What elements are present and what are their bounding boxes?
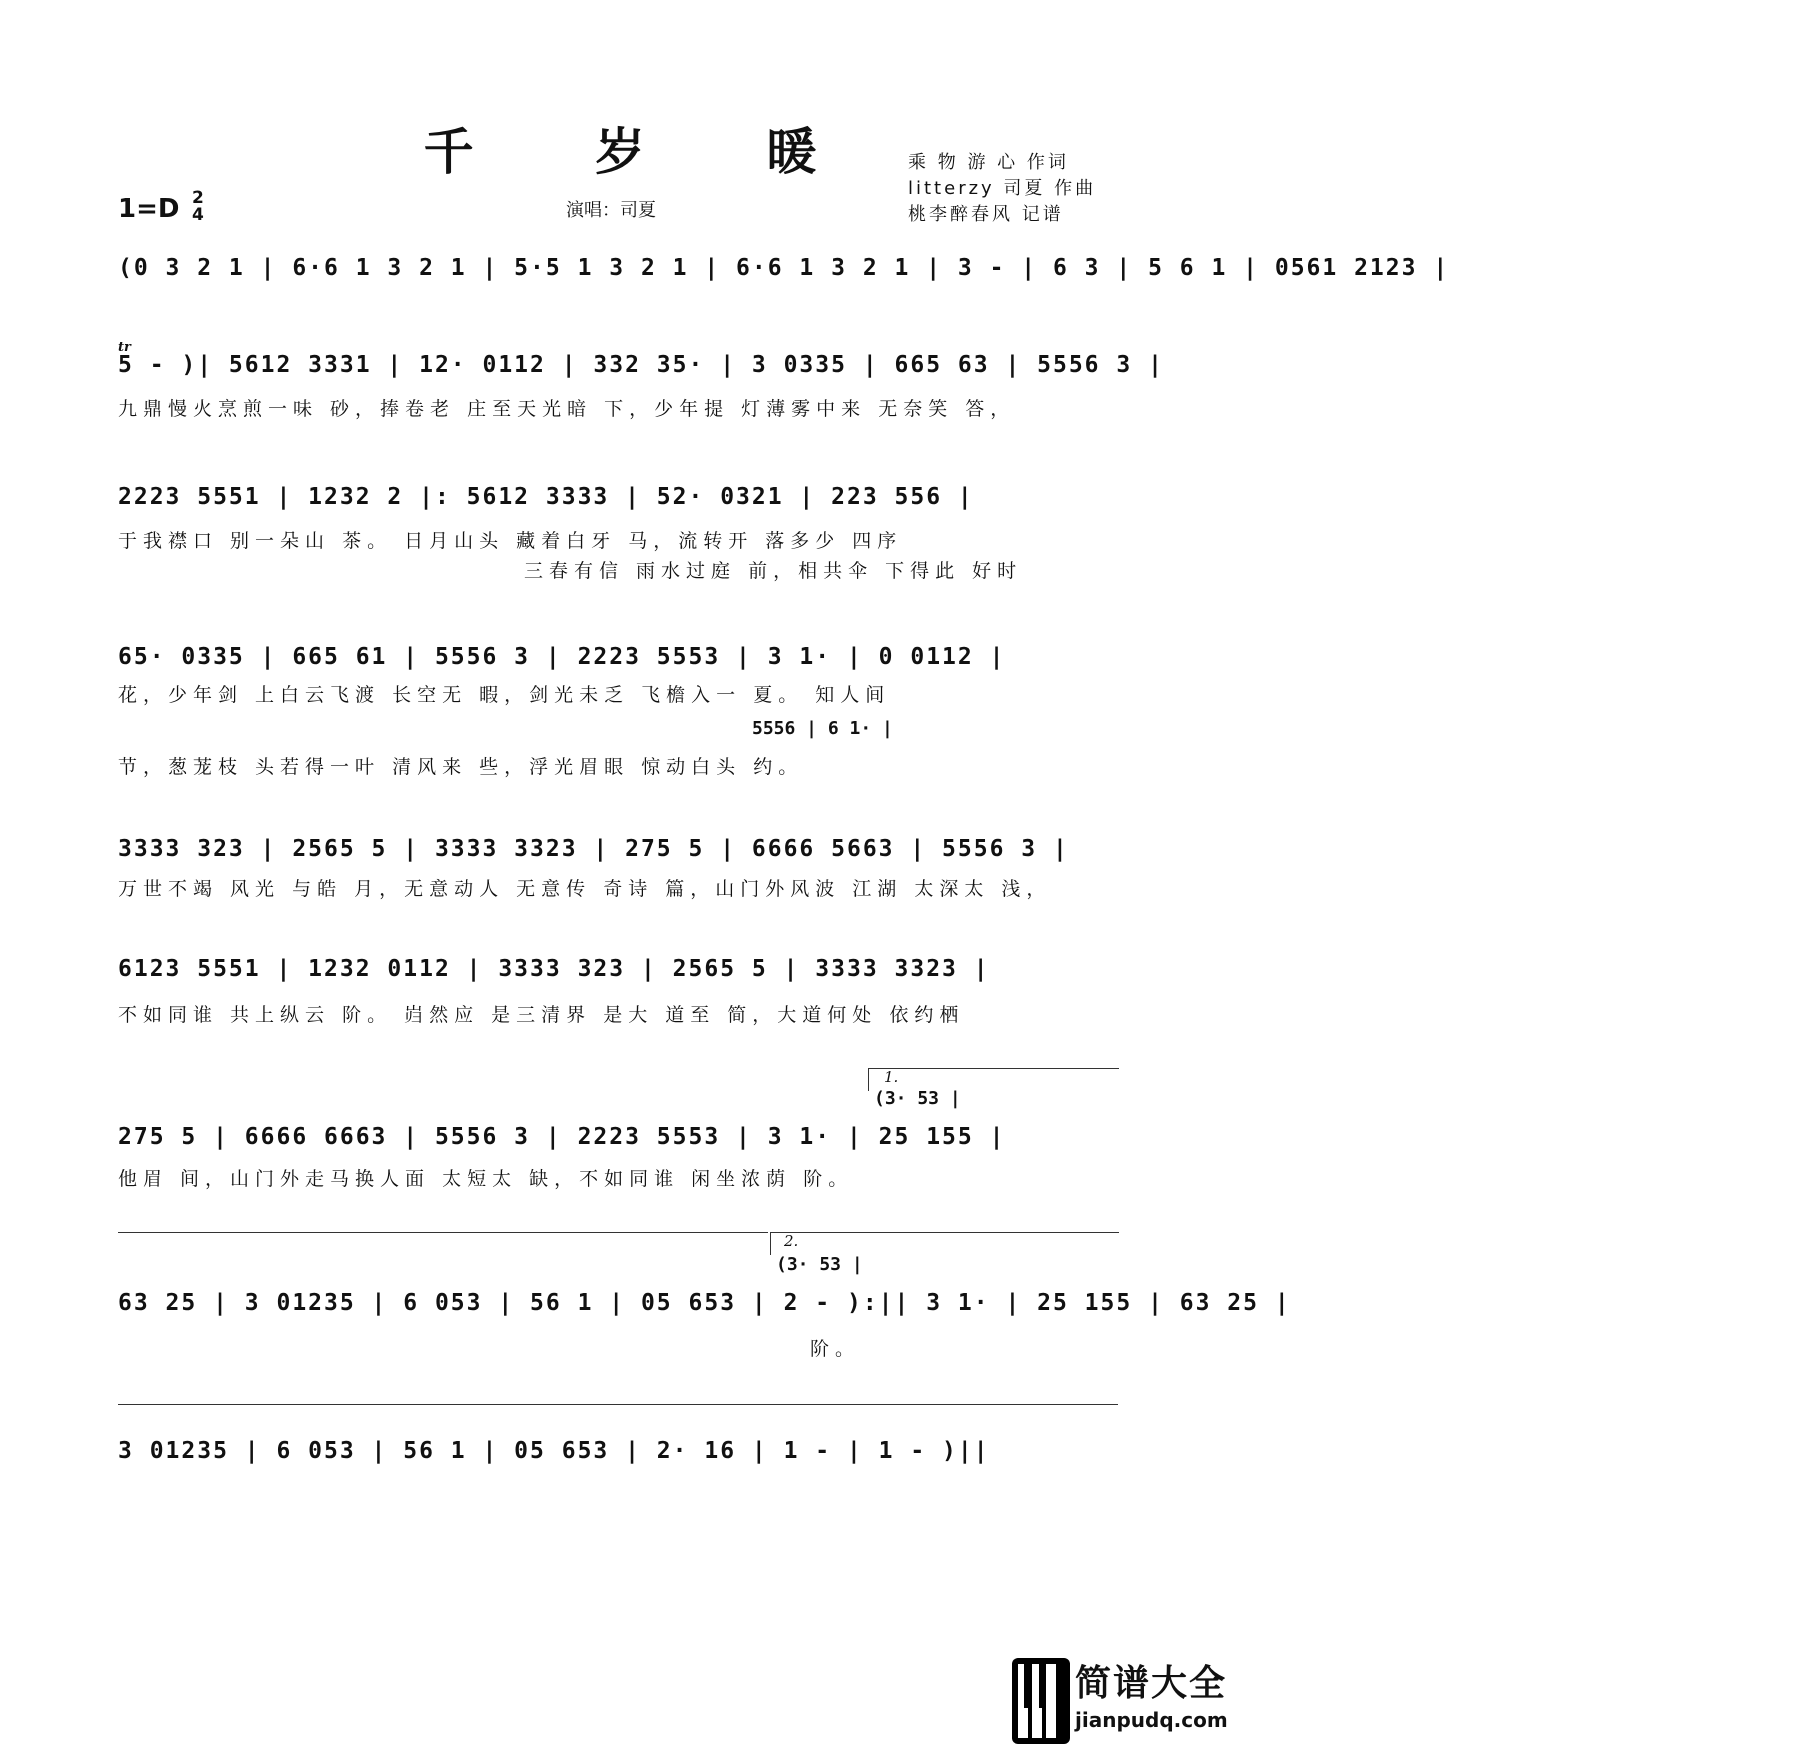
time-signature (192, 190, 204, 224)
time-signature-top: 2 (192, 188, 204, 208)
volta-label-2: 2. (784, 1232, 799, 1250)
volta-2-notes: (3· 53 | (776, 1254, 863, 1275)
lyrics-line-6: 不如同谁 共上纵云 阶。 岿然应 是三清界 是大 道至 简，大道何处 依约栖 (118, 1004, 965, 1026)
score-line-4: 65· 0335 | 665 61 | 5556 3 | 2223 5553 | 3 1· | 0 0112 | (118, 644, 1006, 670)
credits-block (908, 150, 1096, 228)
score-line-5: 3333 323 | 2565 5 | 3333 3323 | 275 5 | 6666 5663 | 5556 3 | (118, 836, 1069, 862)
volta-bracket-bottom (118, 1404, 1118, 1427)
volta-bracket-top (118, 1232, 768, 1255)
composer-credit: litterzy 司夏 作曲 (908, 178, 1097, 199)
lyrics-line-3b: 三春有信 雨水过庭 前，相共伞 下得此 好时 (524, 560, 1023, 582)
key-signature: 1=D (118, 194, 180, 224)
score-line-7: 275 5 | 6666 6663 | 5556 3 | 2223 5553 | 3 1· | 25 155 | (118, 1124, 1006, 1150)
volta-bracket-2 (770, 1232, 1119, 1255)
lyrics-line-5: 万世不竭 风光 与皓 月，无意动人 无意传 奇诗 篇，山门外风波 江湖 太深太 浅， (118, 878, 1052, 900)
watermark-url: jianpudq.com (1075, 1708, 1228, 1732)
score-line-3: 2223 5551 | 1232 2 |: 5612 3333 | 52· 0321 | 223 556 | (118, 484, 974, 510)
lyrics-line-4b: 节，葱茏枝 头若得一叶 清风来 些，浮光眉眼 惊动白头 约。 (118, 756, 804, 778)
score-line-1: (0 3 2 1 | 6·6 1 3 2 1 | 5·5 1 3 2 1 | 6·6 1 3 2 1 | 3 - | 6 3 | 5 6 1 | 0561 2123 | (118, 255, 1450, 281)
lyricist-credit: 乘 物 游 心 作词 (908, 152, 1069, 173)
lyrics-line-3a: 于我襟口 别一朵山 茶。 日月山头 藏着白牙 马，流转开 落多少 四序 (118, 530, 903, 552)
score-line-9: 3 01235 | 6 053 | 56 1 | 05 653 | 2· 16 | 1 - | 1 - )|| (118, 1438, 990, 1464)
transcriber-credit: 桃李醉春风 记谱 (908, 204, 1064, 225)
volta-label-1: 1. (884, 1068, 899, 1086)
lyrics-line-7: 他眉 间，山门外走马换人面 太短太 缺，不如同谁 闲坐浓荫 阶。 (118, 1168, 854, 1190)
lyrics-line-2: 九鼎慢火烹煎一味 砂，捧卷老 庄至天光暗 下，少年提 灯薄雾中来 无奈笑 答， (118, 398, 1016, 420)
lyrics-line-4a: 花，少年剑 上白云飞渡 长空无 暇，剑光未乏 飞檐入一 夏。 知人间 (118, 684, 891, 706)
singer-credit: 演唱：司夏 (566, 200, 656, 221)
variant-notes: 5556 | 6 1· | (752, 718, 893, 739)
score-line-8: 63 25 | 3 01235 | 6 053 | 56 1 | 05 653 | 2 - ):|| 3 1· | 25 155 | 63 25 | (118, 1290, 1291, 1316)
volta-1-notes: (3· 53 | (874, 1088, 961, 1109)
song-title: 千 岁 暖 (423, 122, 869, 181)
score-line-6: 6123 5551 | 1232 0112 | 3333 323 | 2565 5 | 3333 3323 | (118, 956, 990, 982)
trill-mark: tr (118, 340, 131, 355)
time-signature-bottom: 4 (192, 205, 204, 225)
watermark-brand: 简谱大全 (1075, 1663, 1228, 1704)
lyrics-line-8: 阶。 (810, 1338, 861, 1360)
score-line-2: 5 - )| 5612 3331 | 12· 0112 | 332 35· | 3 0335 | 665 63 | 5556 3 | (118, 352, 1164, 378)
